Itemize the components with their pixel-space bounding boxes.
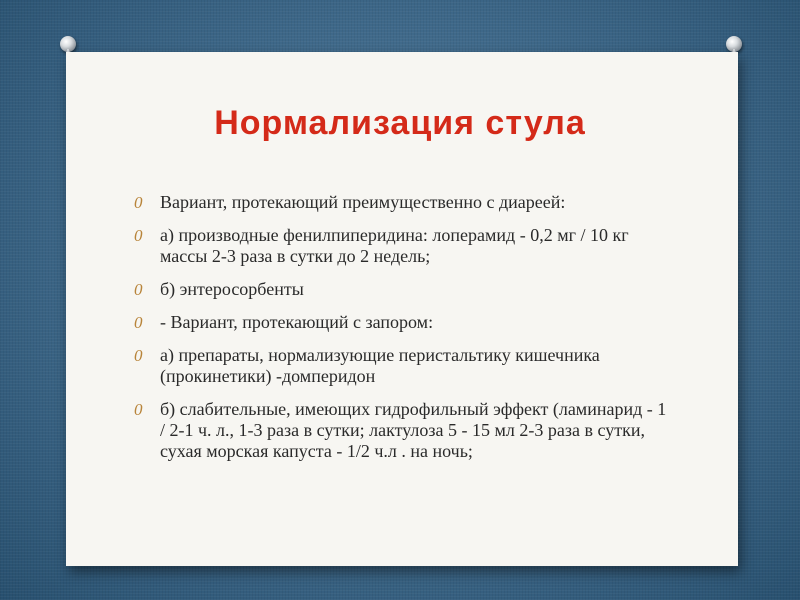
bullet-text: б) энтеросорбенты: [160, 279, 304, 299]
bullet-text: Вариант, протекающий преимущественно с диареей:: [160, 192, 566, 212]
slide-title: Нормализация стула: [214, 104, 586, 142]
pushpin-right-icon: [726, 36, 742, 52]
bullet-item: [134, 225, 674, 267]
bullet-marker-icon: 0: [134, 400, 143, 419]
bullet-list: [134, 192, 674, 474]
bullet-item: [134, 312, 674, 333]
bullet-text: - Вариант, протекающий с запором:: [160, 312, 434, 332]
bullet-marker-icon: 0: [134, 280, 143, 299]
bullet-item: [134, 345, 674, 387]
bullet-text: а) производные фенилпиперидина: лоперамид - 0,2 мг / 10 кг массы 2-3 раза в сутки до 2 недель;: [160, 225, 629, 266]
pushpin-left-icon: [60, 36, 76, 52]
bullet-text: б) слабительные, имеющих гидрофильный эффект (ламинарид - 1 / 2-1 ч. л., 1-3 раза в сутки; лактулоза 5 - 15 мл 2-3 раза в сутки, сухая морская капуста - 1/2 ч.л . на ночь;: [160, 399, 667, 461]
bullet-marker-icon: 0: [134, 193, 143, 212]
bullet-marker-icon: 0: [134, 313, 143, 332]
bullet-marker-icon: 0: [134, 226, 143, 245]
bullet-item: [134, 399, 674, 462]
bullet-item: [134, 192, 674, 213]
bullet-marker-icon: 0: [134, 346, 143, 365]
bullet-text: а) препараты, нормализующие перистальтику кишечника (прокинетики) -домперидон: [160, 345, 600, 386]
bullet-item: [134, 279, 674, 300]
